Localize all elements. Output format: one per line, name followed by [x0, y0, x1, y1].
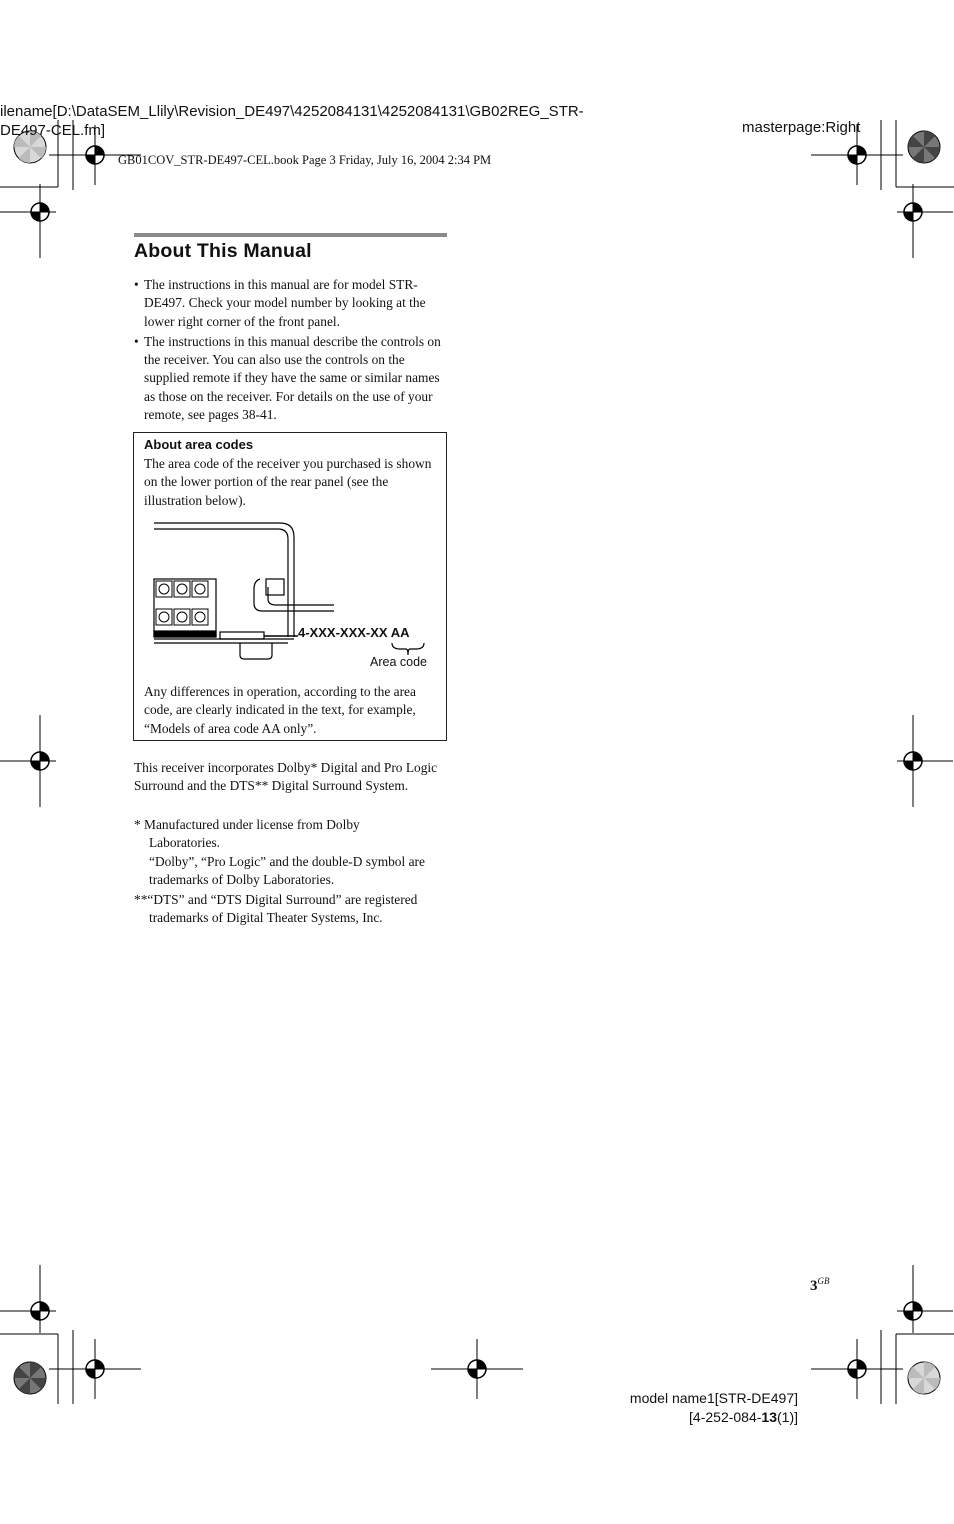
intro-paragraph: This receiver incorporates Dolby* Digital and Pro Logic Surround and the DTS** Digital Surround System.	[134, 760, 438, 794]
page-number	[810, 1276, 830, 1295]
list-item: • The instructions in this manual describe the controls on the receiver. You can also use the controls on the supplied remote if they have the same or similar names as those on the receiver. For details on the use of your remote, see pages 38-41.	[134, 333, 441, 423]
part-number-line	[580, 1409, 798, 1425]
list-item-text: The instructions in this manual are for model STR-DE497. Check your model number by looking at the lower right corner of the front panel.	[144, 277, 426, 329]
part-number-bold: 13	[761, 1409, 777, 1425]
footnote-dolby	[134, 816, 448, 889]
list-item: • The instructions in this manual are for model STR-DE497. Check your model number by looking at the lower right corner of the front panel.	[134, 277, 426, 329]
footnote-line: trademarks of Digital Theater Systems, Inc.	[149, 910, 383, 926]
footnote-dts	[134, 891, 448, 928]
part-number-prefix: [4-252-084-	[689, 1409, 762, 1425]
file-path-header: ilename[D:\DataSEM_Llily\Revision_DE497\4252084131\4252084131\GB02REG_STR- DE497-CEL.fm]	[0, 103, 584, 139]
footnote-lead: * Manufactured under license from Dolby	[134, 817, 360, 832]
footnote-line: Laboratories.	[149, 835, 221, 851]
area-code-label: Area code	[370, 655, 427, 669]
footnote-line: “Dolby”, “Pro Logic” and the double-D symbol are trademarks of Dolby Laboratories.	[149, 853, 425, 887]
model-name-line: model name1[STR-DE497]	[629, 1390, 798, 1406]
area-code-number: 4-XXX-XXX-XX AA	[298, 625, 410, 640]
list-item-text: The instructions in this manual describe the controls on the receiver. You can also use the controls on the supplied remote if they have the same or similar names as those on the receiver. For details on the use of your remote, see pages 38-41.	[144, 333, 441, 423]
instruction-list	[134, 276, 448, 426]
page-number-value: 3	[810, 1278, 818, 1294]
book-info-line: GB01COV_STR-DE497-CEL.book Page 3 Friday, July 16, 2004 2:34 PM	[118, 153, 492, 167]
masterpage-label: masterpage:Right	[742, 119, 861, 136]
part-number-suffix: (1)]	[777, 1409, 798, 1425]
box-description: The area code of the receiver you purchased is shown on the lower portion of the rear panel (see the illustration below).	[144, 456, 432, 508]
area-codes-box	[133, 432, 447, 741]
footnote-lead: **“DTS” and “DTS Digital Surround” are registered	[134, 892, 418, 907]
page-number-suffix: GB	[817, 1276, 830, 1286]
box-note: Any differences in operation, according to the area code, are clearly indicated in the text, for example, “Models of area code AA only”.	[144, 684, 416, 736]
box-title: About area codes	[144, 437, 254, 452]
section-title: About This Manual	[134, 240, 312, 262]
heading-rule	[134, 233, 447, 237]
rear-panel-illustration	[144, 517, 440, 667]
